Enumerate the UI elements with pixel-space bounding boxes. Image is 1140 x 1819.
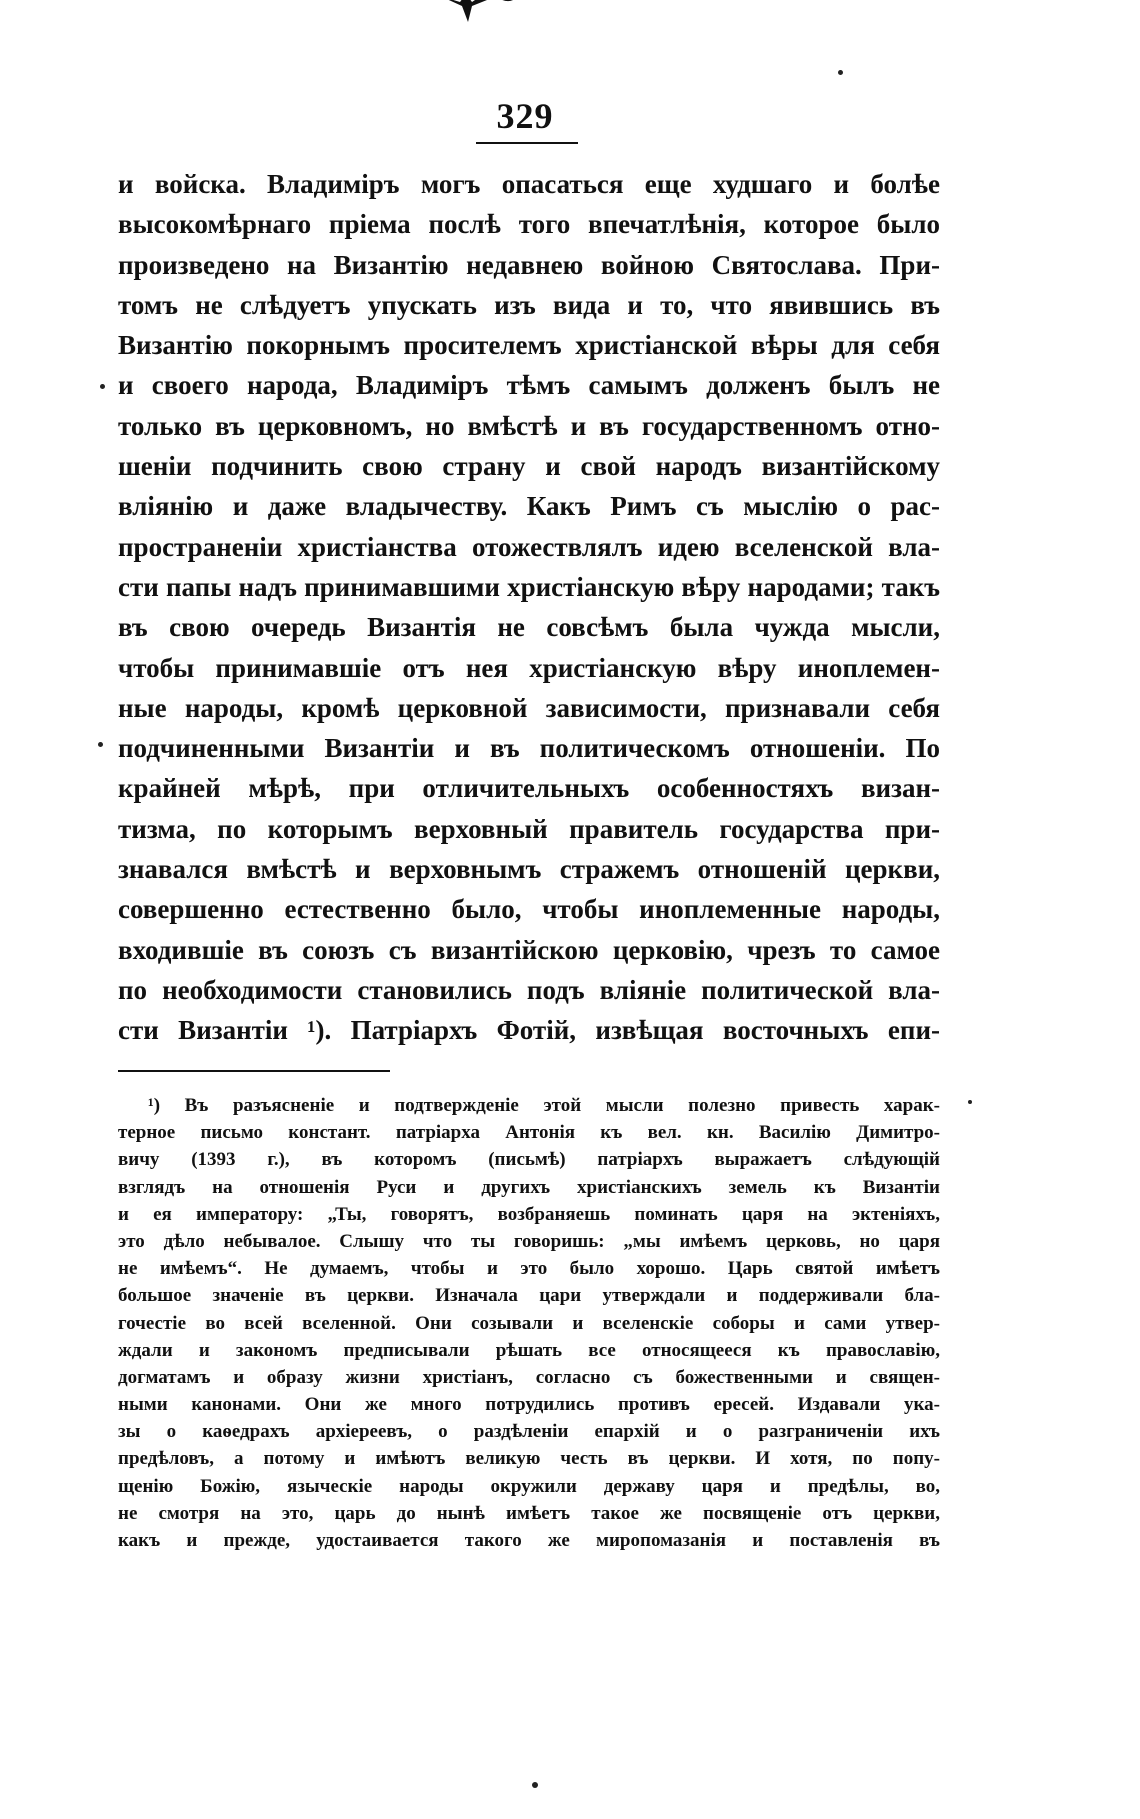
scan-speck: [968, 1100, 972, 1104]
text-line: ные народы, кромѣ церковной зависимости, признавали себя: [118, 692, 940, 723]
main-text-body: [118, 164, 940, 1051]
text-line: шеніи подчинить свою страну и свой народъ византійскому: [118, 451, 940, 482]
footnote-line: ждали и закономъ предписывали рѣшать все относящееся къ православію,: [118, 1339, 940, 1361]
text-line: Византію покорнымъ просителемъ христіанской вѣры для себя: [118, 330, 940, 361]
text-line: чтобы принимавшіе отъ нея христіанскую вѣру иноплемен-: [118, 652, 940, 683]
text-line: входившіе въ союзъ съ византійскою церковію, чрезъ то самое: [118, 934, 940, 965]
page-number: 329: [496, 96, 554, 136]
footnote-line: ными канонами. Они же много потрудились противъ ересей. Издавали ука-: [118, 1394, 940, 1416]
footnote-line: ¹) Въ разъясненіе и подтвержденіе этой мысли полезно привесть харак-: [148, 1095, 940, 1116]
text-line: вліянію и даже владычеству. Какъ Римъ съ мыслію о рас-: [118, 491, 940, 522]
text-line: тизма, по которымъ верховный правитель государства при-: [118, 813, 940, 844]
footnote-line: не смотря на это, царь до нынѣ имѣетъ такое же посвященіе отъ церкви,: [118, 1502, 940, 1524]
text-line: въ свою очередь Византія не совсѣмъ была чужда мысли,: [118, 612, 940, 643]
text-line: сти папы надъ принимавшими христіанскую вѣру народами; такъ: [118, 571, 940, 602]
top-ornament-fragment: [432, 0, 522, 26]
footnote-line: зы о каѳедрахъ архіереевъ, о раздѣленіи епархій и о разграниченіи ихъ: [118, 1421, 940, 1443]
footnote-line: щенію Божію, языческіе народы окружили державу царя и предѣлы, во,: [118, 1475, 940, 1497]
scan-speck: [98, 742, 103, 747]
footnote-line: догматамъ и образу жизни христіанъ, согласно съ божественными и священ-: [118, 1366, 940, 1388]
text-line: совершенно естественно было, чтобы иноплеменные народы,: [118, 894, 940, 925]
footnote-line: какъ и прежде, удостаивается такого же миропомазанія и поставленія въ: [118, 1530, 940, 1551]
scan-speck: [532, 1782, 538, 1788]
text-line: пространеніи христіанства отожествлялъ идею вселенской вла-: [118, 531, 940, 562]
text-line: томъ не слѣдуетъ упускать изъ вида и то, что явившись въ: [118, 289, 940, 320]
text-line: высокомѣрнаго пріема послѣ того впечатлѣнія, которое было: [118, 209, 940, 240]
footnote-separator: [118, 1070, 390, 1072]
text-line: и своего народа, Владиміръ тѣмъ самымъ долженъ былъ не: [118, 370, 940, 401]
footnote-line: гочестіе во всей вселенной. Они созывали и вселенскіе соборы и сами утвер-: [118, 1312, 940, 1334]
footnote-line: и ея императору: „Ты, говорятъ, возбраняешь поминать царя на эктеніяхъ,: [118, 1203, 940, 1225]
text-line: произведено на Византію недавнею войною Святослава. При-: [118, 249, 940, 280]
text-line: подчиненными Византіи и въ политическомъ отношеніи. По: [118, 733, 940, 764]
footnote-body: [118, 1092, 940, 1554]
footnote-line: не имѣемъ“. Не думаемъ, чтобы и это было хорошо. Царь святой имѣетъ: [118, 1258, 940, 1280]
scan-speck: [100, 384, 105, 389]
scan-speck: [838, 70, 843, 75]
footnote-line: взглядъ на отношенія Руси и другихъ христіанскихъ земель къ Византіи: [118, 1176, 940, 1198]
footnote-line: вичу (1393 г.), въ которомъ (письмѣ) патріархъ выражаетъ слѣдующій: [118, 1149, 940, 1171]
text-line: сти Византіи ¹). Патріархъ Фотій, извѣщая восточныхъ епи-: [118, 1015, 940, 1046]
text-line: и войска. Владиміръ могъ опасаться еще худшаго и болѣе: [118, 169, 940, 199]
footnote-line: это дѣло небывалое. Слышу что ты говоришь: „мы имѣемъ церковь, но царя: [118, 1230, 940, 1252]
text-line: по необходимости становились подъ вліяніе политической вла-: [118, 974, 940, 1005]
text-line: крайней мѣрѣ, при отличительныхъ особенностяхъ визан-: [118, 773, 940, 804]
footnote-line: терное письмо констант. патріарха Антонія къ вел. кн. Василію Димитро-: [118, 1122, 940, 1144]
text-line: только въ церковномъ, но вмѣстѣ и въ государственномъ отно-: [118, 410, 940, 441]
footnote-line: большое значеніе въ церкви. Изначала цари утверждали и поддерживали бла-: [118, 1285, 940, 1307]
page-number-rule: [476, 142, 578, 144]
footnote-line: предѣловъ, а потому и имѣютъ великую честь въ церкви. И хотя, по попу-: [118, 1448, 940, 1470]
text-line: знавался вмѣстѣ и верховнымъ стражемъ отношеній церкви,: [118, 854, 940, 885]
